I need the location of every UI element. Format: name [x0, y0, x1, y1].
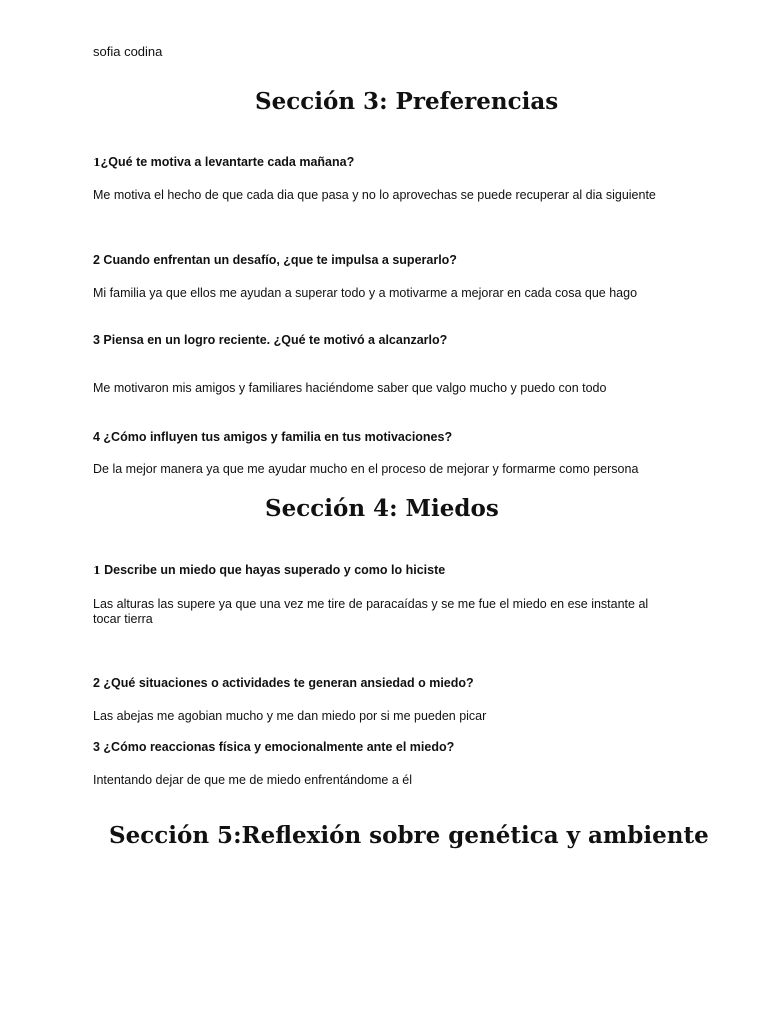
question-number: 2 [93, 676, 100, 690]
s3-question-4 [93, 430, 452, 444]
section-3-title: Sección 3: Preferencias [255, 88, 559, 115]
question-text: ¿Qué te motiva a levantarte cada mañana? [100, 155, 355, 169]
s4-question-3 [93, 740, 454, 754]
s3-answer-3: Me motivaron mis amigos y familiares haciéndome saber que valgo mucho y puedo con todo [93, 381, 607, 395]
s3-question-1 [93, 155, 354, 169]
question-text: ¿Cómo reaccionas física y emocionalmente ante el miedo? [99, 740, 455, 754]
question-number: 1 [93, 156, 101, 169]
s3-question-2 [93, 253, 457, 267]
s3-answer-4: De la mejor manera ya que me ayudar mucho en el proceso de mejorar y formarme como persona [93, 462, 639, 476]
question-text: Cuando enfrentan un desafío, ¿que te impulsa a superarlo? [99, 253, 457, 267]
s3-question-3 [93, 333, 447, 347]
s3-answer-2: Mi familia ya que ellos me ayudan a superar todo y a motivarme a mejorar en cada cosa que hago [93, 286, 638, 300]
question-number: 2 [93, 253, 100, 267]
s3-answer-1: Me motiva el hecho de que cada dia que pasa y no lo aprovechas se puede recuperar al dia siguiente [93, 188, 656, 202]
question-number: 1 [93, 564, 101, 577]
s4-question-2 [93, 676, 474, 690]
section-5-title: Sección 5:Reflexión sobre genética y ambiente [109, 822, 709, 849]
question-number: 3 [93, 333, 100, 347]
question-number: 4 [93, 430, 100, 444]
s4-answer-1: Las alturas las supere ya que una vez me tire de paracaídas y se me fue el miedo en ese instante al tocar tierra [93, 597, 649, 626]
question-text: Piensa en un logro reciente. ¿Qué te motivó a alcanzarlo? [99, 333, 448, 347]
s4-question-1 [93, 563, 445, 577]
section-4-title: Sección 4: Miedos [265, 495, 499, 522]
question-text: Describe un miedo que hayas superado y como lo hiciste [100, 563, 446, 577]
question-text: ¿Cómo influyen tus amigos y familia en tus motivaciones? [99, 430, 453, 444]
s4-answer-3: Intentando dejar de que me de miedo enfrentándome a él [93, 773, 412, 787]
s4-answer-2: Las abejas me agobian mucho y me dan miedo por si me pueden picar [93, 709, 487, 723]
question-text: ¿Qué situaciones o actividades te generan ansiedad o miedo? [99, 676, 474, 690]
question-number: 3 [93, 740, 100, 754]
author-name: sofia codina [93, 44, 163, 59]
